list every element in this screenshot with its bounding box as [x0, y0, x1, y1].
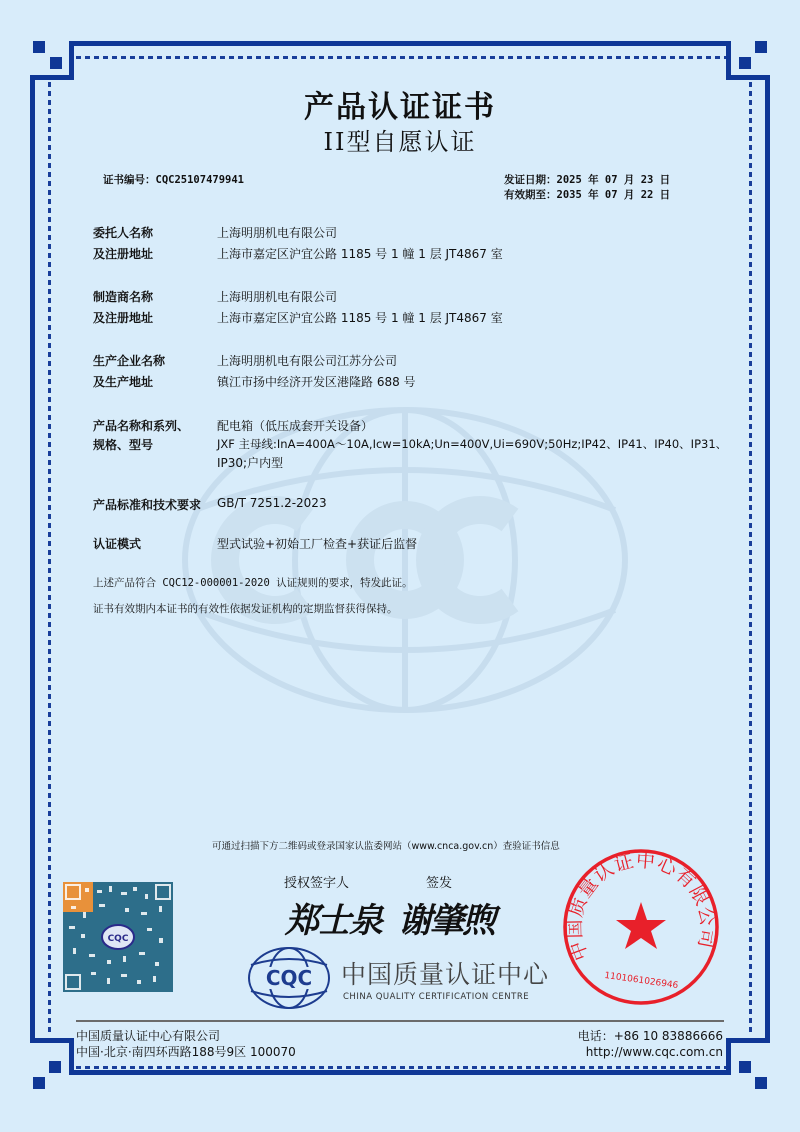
- authorized-signatory-label: 授权签字人: [284, 876, 350, 891]
- field-value: 上海市嘉定区沪宜公路 1185 号 1 幢 1 层 JT4867 室: [217, 247, 503, 261]
- certificate-number: [103, 172, 244, 187]
- field-label: 制造商名称: [93, 290, 154, 304]
- statement: 证书有效期内本证书的有效性依据发证机构的定期监督获得保持。: [93, 603, 398, 615]
- field-value: JXF 主母线:InA=400A～10A,Icw=10kA;Un=400V,Ui=690V;50Hz;IP42、IP41、IP40、IP31、: [217, 437, 728, 451]
- certificate-number-label: 证书编号：: [103, 174, 156, 186]
- field-value: 上海市嘉定区沪宜公路 1185 号 1 幢 1 层 JT4867 室: [217, 311, 503, 325]
- field-value: 镇江市扬中经济开发区港隆路 688 号: [217, 375, 416, 389]
- authorized-signature: 郑士泉: [285, 901, 381, 941]
- official-seal-icon: [561, 847, 721, 1007]
- statement: 上述产品符合 CQC12-000001-2020 认证规则的要求，特发此证。: [93, 577, 413, 589]
- verify-note: 可通过扫描下方二维码或登录国家认监委网站（www.cnca.gov.cn）查验证书信息: [212, 841, 560, 852]
- footer-address: 中国·北京·南四环西路188号9区 100070: [76, 1045, 296, 1059]
- field-label: 生产企业名称: [93, 354, 166, 368]
- seal-text: 中国质量认证中心有限公司: [563, 849, 719, 964]
- cqc-en-name: CHINA QUALITY CERTIFICATION CENTRE: [343, 992, 530, 1002]
- seal-code: 1101061026946: [603, 970, 679, 992]
- cqc-cn-name: 中国质量认证中心: [341, 960, 550, 989]
- certificate-number-value: CQC25107479941: [155, 174, 245, 186]
- footer-phone: 电话：+86 10 83886666: [577, 1029, 723, 1043]
- field-value: 上海明朋机电有限公司: [217, 290, 338, 304]
- field-value: 上海明朋机电有限公司: [217, 226, 338, 240]
- footer-divider: [76, 1020, 724, 1022]
- field-label: 及注册地址: [93, 311, 154, 325]
- issuer-signature: 谢肇煦: [398, 901, 494, 941]
- certificate-subtitle: II型自愿认证: [323, 128, 477, 156]
- field-label: 规格、型号: [93, 438, 154, 452]
- qr-code-icon[interactable]: [63, 882, 173, 992]
- certificate-title: 产品认证证书: [304, 90, 496, 125]
- issuer-label: 签发: [426, 876, 453, 891]
- footer-website-link[interactable]: http://www.cqc.com.cn: [585, 1045, 723, 1059]
- footer-org: 中国质量认证中心有限公司: [76, 1029, 221, 1043]
- field-value: 型式试验+初始工厂检查+获证后监督: [217, 537, 418, 551]
- field-value: 上海明朋机电有限公司江苏分公司: [217, 354, 398, 368]
- field-label: 产品标准和技术要求: [93, 498, 202, 512]
- field-label: 及生产地址: [93, 375, 154, 389]
- field-label: 产品名称和系列、: [93, 419, 190, 433]
- cqc-logo-icon: [246, 945, 332, 1011]
- field-value: GB/T 7251.2-2023: [217, 496, 327, 510]
- field-label: 认证模式: [93, 537, 142, 551]
- svg-text:CQC: CQC: [265, 966, 313, 990]
- field-value: IP30;户内型: [217, 456, 284, 470]
- expiry-date: 有效期至：2035 年 07 月 22 日: [504, 189, 671, 201]
- svg-text:CQC: CQC: [107, 934, 129, 944]
- field-label: 及注册地址: [93, 247, 154, 261]
- field-value: 配电箱（低压成套开关设备）: [217, 419, 374, 433]
- issue-date: 发证日期：2025 年 07 月 23 日: [504, 174, 671, 186]
- field-label: 委托人名称: [93, 226, 154, 240]
